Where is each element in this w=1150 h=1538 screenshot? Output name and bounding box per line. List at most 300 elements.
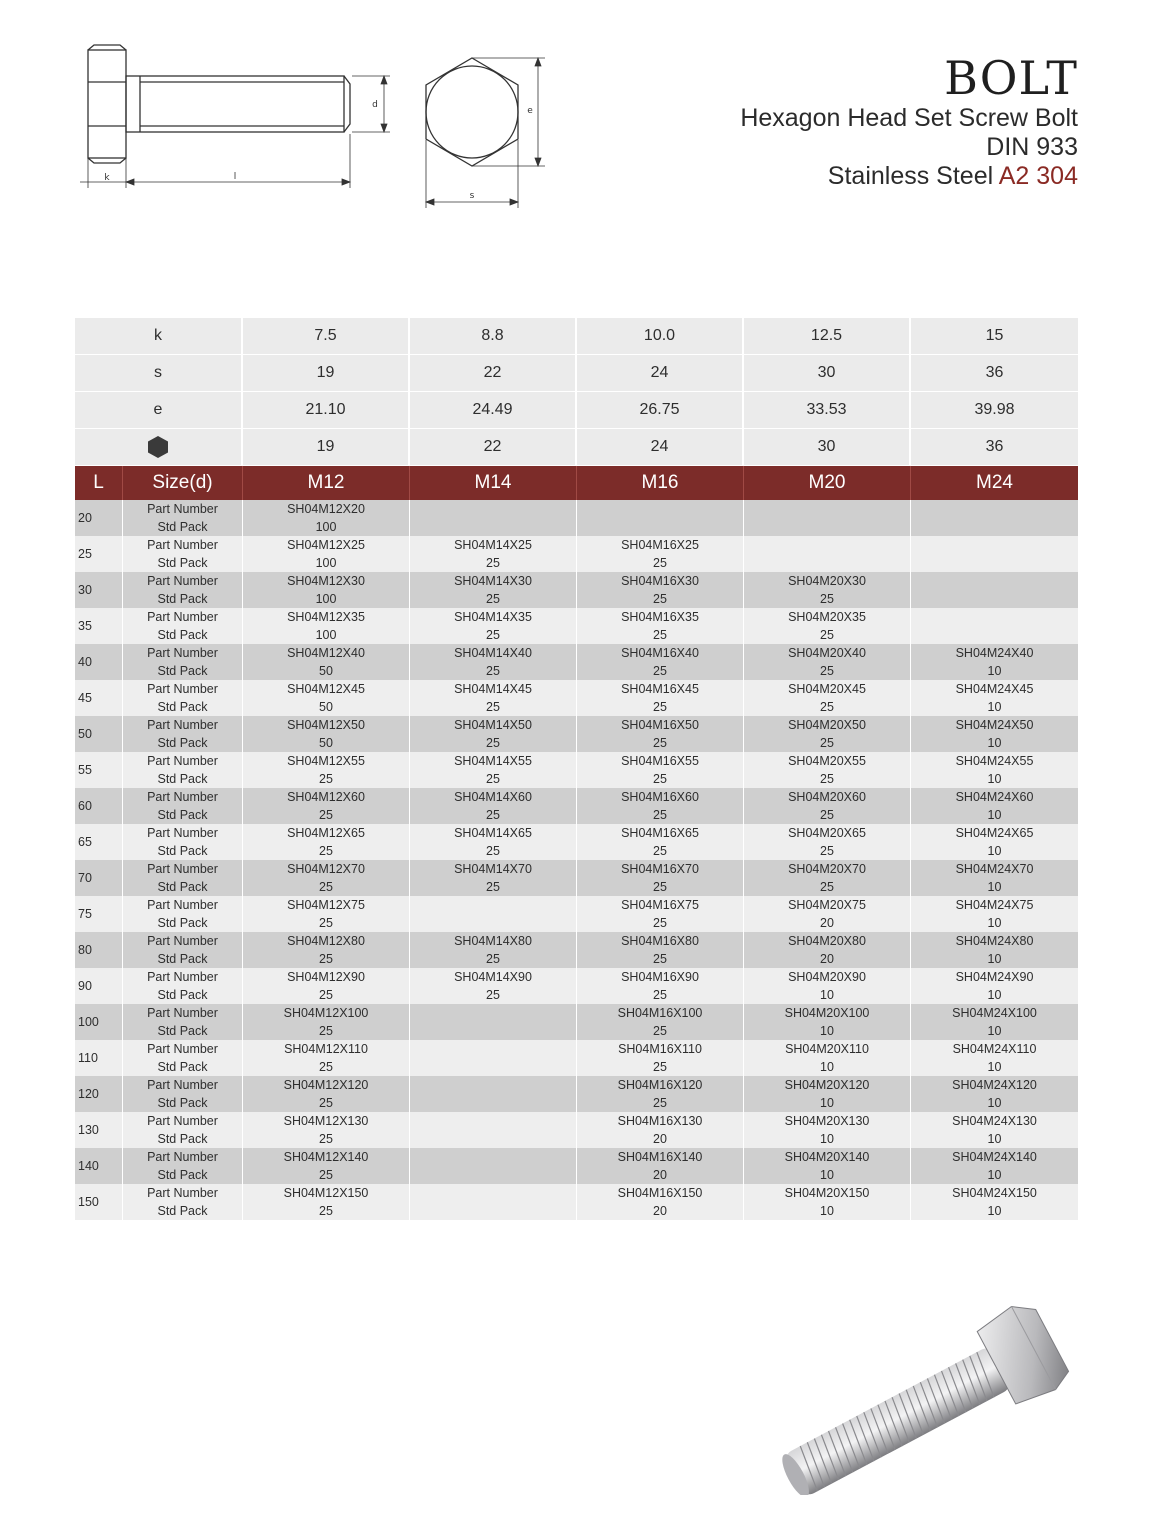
part-number-cell: SH04M12X150 — [243, 1184, 410, 1202]
std-pack-cell: 10 — [744, 1202, 911, 1220]
table-header-row — [75, 466, 1078, 500]
dim-row-k — [75, 318, 1078, 355]
part-number-cell: SH04M16X120 — [577, 1076, 744, 1094]
std-pack-cell: 100 — [243, 626, 410, 644]
table-row — [75, 626, 1078, 644]
d-label: d — [372, 100, 378, 110]
std-pack-cell: 50 — [243, 698, 410, 716]
part-number-cell: SH04M16X100 — [577, 1004, 744, 1022]
std-pack-cell: 25 — [577, 734, 744, 752]
part-number-cell: SH04M20X45 — [744, 680, 911, 698]
table-row — [75, 1004, 1078, 1022]
table-row — [75, 554, 1078, 572]
std-pack-cell: 10 — [911, 1130, 1078, 1148]
part-number-cell: SH04M20X130 — [744, 1112, 911, 1130]
std-pack-cell: 10 — [744, 986, 911, 1004]
part-number-label: Part Number — [123, 1184, 243, 1202]
part-number-cell: SH04M16X80 — [577, 932, 744, 950]
part-number-cell: SH04M20X40 — [744, 644, 911, 662]
part-number-cell: SH04M12X20 — [243, 500, 410, 518]
part-number-cell: SH04M12X120 — [243, 1076, 410, 1094]
part-number-label: Part Number — [123, 1112, 243, 1130]
std-pack-cell: 25 — [577, 770, 744, 788]
table-row — [75, 1040, 1078, 1058]
part-number-cell: SH04M14X55 — [410, 752, 577, 770]
part-number-cell: SH04M20X110 — [744, 1040, 911, 1058]
std-pack-cell: 25 — [243, 986, 410, 1004]
table-row — [75, 932, 1078, 950]
std-pack-cell — [744, 518, 911, 536]
part-number-label: Part Number — [123, 680, 243, 698]
dim-row-wrench — [75, 429, 1078, 466]
part-number-cell: SH04M14X40 — [410, 644, 577, 662]
std-pack-cell: 25 — [577, 842, 744, 860]
std-pack-cell: 50 — [243, 662, 410, 680]
table-row — [75, 662, 1078, 680]
part-number-cell: SH04M20X80 — [744, 932, 911, 950]
length-cell: 55 — [75, 752, 123, 788]
hex-wrench-icon — [146, 435, 170, 459]
dim-value: 7.5 — [243, 318, 410, 355]
std-pack-label: Std Pack — [123, 662, 243, 680]
std-pack-cell: 25 — [744, 806, 911, 824]
part-number-cell — [410, 1004, 577, 1022]
part-number-cell: SH04M24X140 — [911, 1148, 1078, 1166]
std-pack-cell: 20 — [577, 1166, 744, 1184]
table-row — [75, 842, 1078, 860]
std-pack-cell: 10 — [911, 878, 1078, 896]
std-pack-cell: 25 — [744, 662, 911, 680]
std-pack-cell: 25 — [577, 1094, 744, 1112]
std-pack-cell: 25 — [577, 1058, 744, 1076]
standard-code: DIN 933 — [986, 133, 1078, 161]
part-number-cell: SH04M20X90 — [744, 968, 911, 986]
product-name: Hexagon Head Set Screw Bolt — [740, 104, 1078, 132]
std-pack-cell: 10 — [911, 662, 1078, 680]
part-number-cell: SH04M12X110 — [243, 1040, 410, 1058]
part-number-cell: SH04M24X75 — [911, 896, 1078, 914]
page-title: BOLT — [944, 51, 1078, 105]
spec-table — [75, 318, 1078, 1220]
table-row — [75, 1112, 1078, 1130]
std-pack-cell: 25 — [744, 842, 911, 860]
material-prefix: Stainless Steel — [827, 162, 994, 190]
table-row — [75, 716, 1078, 734]
table-row — [75, 572, 1078, 590]
table-row — [75, 1022, 1078, 1040]
std-pack-cell: 50 — [243, 734, 410, 752]
part-number-cell: SH04M20X55 — [744, 752, 911, 770]
std-pack-label: Std Pack — [123, 554, 243, 572]
std-pack-cell: 25 — [243, 806, 410, 824]
std-pack-cell — [410, 1166, 577, 1184]
part-number-cell — [410, 1040, 577, 1058]
std-pack-cell — [911, 590, 1078, 608]
length-cell: 110 — [75, 1040, 123, 1076]
std-pack-cell — [410, 1094, 577, 1112]
part-number-cell: SH04M14X90 — [410, 968, 577, 986]
part-number-cell: SH04M16X35 — [577, 608, 744, 626]
std-pack-label: Std Pack — [123, 698, 243, 716]
std-pack-cell: 25 — [243, 842, 410, 860]
std-pack-cell: 25 — [577, 878, 744, 896]
part-number-cell: SH04M20X60 — [744, 788, 911, 806]
part-number-label: Part Number — [123, 896, 243, 914]
table-row — [75, 986, 1078, 1004]
part-number-cell — [410, 1112, 577, 1130]
dim-value: 24 — [577, 429, 744, 466]
part-number-cell: SH04M20X100 — [744, 1004, 911, 1022]
std-pack-cell: 25 — [577, 950, 744, 968]
header-size-col: M16 — [577, 466, 744, 500]
std-pack-cell: 25 — [243, 1022, 410, 1040]
length-cell: 75 — [75, 896, 123, 932]
dim-value: 33.53 — [744, 392, 911, 429]
part-number-cell: SH04M24X130 — [911, 1112, 1078, 1130]
dim-label — [75, 429, 243, 466]
table-row — [75, 950, 1078, 968]
part-number-cell: SH04M24X110 — [911, 1040, 1078, 1058]
std-pack-cell — [410, 518, 577, 536]
table-row — [75, 644, 1078, 662]
std-pack-cell: 25 — [744, 734, 911, 752]
std-pack-cell: 25 — [410, 662, 577, 680]
std-pack-label: Std Pack — [123, 914, 243, 932]
part-number-label: Part Number — [123, 500, 243, 518]
part-number-cell: SH04M20X120 — [744, 1076, 911, 1094]
part-number-cell: SH04M16X40 — [577, 644, 744, 662]
table-row — [75, 590, 1078, 608]
std-pack-cell: 25 — [577, 590, 744, 608]
table-row — [75, 824, 1078, 842]
part-number-cell: SH04M12X45 — [243, 680, 410, 698]
std-pack-cell: 25 — [577, 914, 744, 932]
std-pack-cell: 25 — [577, 662, 744, 680]
std-pack-cell: 25 — [577, 626, 744, 644]
std-pack-cell: 10 — [744, 1022, 911, 1040]
part-number-cell: SH04M14X65 — [410, 824, 577, 842]
length-cell: 25 — [75, 536, 123, 572]
part-number-cell: SH04M16X70 — [577, 860, 744, 878]
dim-value: 36 — [911, 429, 1078, 466]
part-number-cell: SH04M12X30 — [243, 572, 410, 590]
part-number-cell: SH04M24X65 — [911, 824, 1078, 842]
part-number-cell: SH04M12X40 — [243, 644, 410, 662]
part-number-label: Part Number — [123, 1148, 243, 1166]
part-number-cell — [577, 500, 744, 518]
part-number-cell: SH04M16X110 — [577, 1040, 744, 1058]
length-cell: 20 — [75, 500, 123, 536]
length-cell: 30 — [75, 572, 123, 608]
dim-value: 22 — [410, 355, 577, 392]
part-number-cell: SH04M16X60 — [577, 788, 744, 806]
std-pack-cell: 25 — [243, 1202, 410, 1220]
e-label: e — [527, 106, 533, 116]
part-number-cell: SH04M12X55 — [243, 752, 410, 770]
std-pack-cell — [410, 1202, 577, 1220]
std-pack-cell: 10 — [911, 1022, 1078, 1040]
part-number-cell — [410, 1184, 577, 1202]
part-number-cell: SH04M14X45 — [410, 680, 577, 698]
part-number-cell — [911, 536, 1078, 554]
material-line — [740, 162, 1078, 191]
std-pack-cell — [410, 1130, 577, 1148]
table-row — [75, 500, 1078, 518]
part-number-cell: SH04M14X30 — [410, 572, 577, 590]
std-pack-cell: 10 — [744, 1058, 911, 1076]
std-pack-cell — [911, 554, 1078, 572]
part-number-cell: SH04M12X80 — [243, 932, 410, 950]
page-header — [740, 52, 1078, 191]
part-number-cell: SH04M16X65 — [577, 824, 744, 842]
std-pack-cell: 20 — [577, 1202, 744, 1220]
dim-value: 8.8 — [410, 318, 577, 355]
std-pack-cell: 25 — [577, 1022, 744, 1040]
std-pack-cell: 25 — [410, 698, 577, 716]
part-number-cell: SH04M16X75 — [577, 896, 744, 914]
std-pack-cell: 25 — [243, 1130, 410, 1148]
part-number-cell: SH04M20X50 — [744, 716, 911, 734]
std-pack-cell: 25 — [410, 590, 577, 608]
std-pack-label: Std Pack — [123, 626, 243, 644]
dim-label: e — [75, 392, 243, 429]
table-row — [75, 770, 1078, 788]
dim-value: 12.5 — [744, 318, 911, 355]
std-pack-label: Std Pack — [123, 590, 243, 608]
std-pack-cell: 25 — [744, 770, 911, 788]
std-pack-cell: 100 — [243, 554, 410, 572]
part-number-cell: SH04M24X120 — [911, 1076, 1078, 1094]
part-number-cell: SH04M14X50 — [410, 716, 577, 734]
part-number-cell: SH04M16X90 — [577, 968, 744, 986]
std-pack-label: Std Pack — [123, 734, 243, 752]
dim-value: 21.10 — [243, 392, 410, 429]
std-pack-cell: 10 — [911, 950, 1078, 968]
part-number-cell — [744, 536, 911, 554]
length-cell: 60 — [75, 788, 123, 824]
std-pack-cell: 25 — [410, 950, 577, 968]
std-pack-cell: 25 — [410, 878, 577, 896]
std-pack-label: Std Pack — [123, 518, 243, 536]
dim-label: s — [75, 355, 243, 392]
std-pack-cell — [744, 554, 911, 572]
std-pack-cell: 25 — [577, 698, 744, 716]
dim-value: 24.49 — [410, 392, 577, 429]
std-pack-label: Std Pack — [123, 842, 243, 860]
std-pack-cell: 10 — [911, 1094, 1078, 1112]
dim-row-s — [75, 355, 1078, 392]
std-pack-cell: 25 — [744, 698, 911, 716]
part-number-cell — [744, 500, 911, 518]
l-label: l — [233, 172, 237, 182]
std-pack-cell: 25 — [744, 626, 911, 644]
table-row — [75, 806, 1078, 824]
part-number-label: Part Number — [123, 968, 243, 986]
part-number-cell: SH04M24X90 — [911, 968, 1078, 986]
std-pack-cell: 10 — [744, 1094, 911, 1112]
length-cell: 45 — [75, 680, 123, 716]
part-number-cell: SH04M12X60 — [243, 788, 410, 806]
std-pack-cell: 10 — [744, 1130, 911, 1148]
length-cell: 100 — [75, 1004, 123, 1040]
std-pack-cell: 25 — [243, 878, 410, 896]
std-pack-cell: 20 — [744, 914, 911, 932]
header-size: Size(d) — [123, 466, 243, 500]
length-cell: 130 — [75, 1112, 123, 1148]
std-pack-cell: 10 — [911, 806, 1078, 824]
part-number-cell: SH04M20X70 — [744, 860, 911, 878]
part-number-cell: SH04M24X55 — [911, 752, 1078, 770]
part-number-label: Part Number — [123, 1076, 243, 1094]
part-number-cell: SH04M16X30 — [577, 572, 744, 590]
part-number-cell: SH04M24X100 — [911, 1004, 1078, 1022]
part-number-cell: SH04M12X130 — [243, 1112, 410, 1130]
std-pack-cell: 25 — [243, 1058, 410, 1076]
std-pack-cell: 10 — [911, 734, 1078, 752]
bolt-photo — [755, 1295, 1085, 1495]
dim-value: 19 — [243, 355, 410, 392]
part-number-cell: SH04M24X40 — [911, 644, 1078, 662]
part-number-cell: SH04M12X25 — [243, 536, 410, 554]
part-number-cell: SH04M20X150 — [744, 1184, 911, 1202]
std-pack-cell — [577, 518, 744, 536]
table-row — [75, 1076, 1078, 1094]
part-number-cell — [410, 500, 577, 518]
s-label: s — [469, 191, 475, 201]
part-number-cell: SH04M12X140 — [243, 1148, 410, 1166]
k-label: k — [104, 173, 110, 183]
part-number-cell — [911, 500, 1078, 518]
std-pack-cell: 25 — [243, 770, 410, 788]
length-cell: 65 — [75, 824, 123, 860]
std-pack-label: Std Pack — [123, 806, 243, 824]
length-cell: 140 — [75, 1148, 123, 1184]
part-number-label: Part Number — [123, 1004, 243, 1022]
part-number-label: Part Number — [123, 932, 243, 950]
std-pack-label: Std Pack — [123, 1058, 243, 1076]
std-pack-label: Std Pack — [123, 1022, 243, 1040]
std-pack-cell: 10 — [911, 770, 1078, 788]
std-pack-cell: 10 — [911, 698, 1078, 716]
part-number-cell: SH04M24X45 — [911, 680, 1078, 698]
std-pack-cell: 10 — [911, 1166, 1078, 1184]
part-number-cell — [410, 896, 577, 914]
part-number-cell: SH04M24X80 — [911, 932, 1078, 950]
std-pack-cell: 25 — [410, 806, 577, 824]
std-pack-cell: 10 — [911, 1202, 1078, 1220]
part-number-cell: SH04M24X150 — [911, 1184, 1078, 1202]
table-row — [75, 1130, 1078, 1148]
part-number-cell: SH04M14X25 — [410, 536, 577, 554]
table-row — [75, 914, 1078, 932]
std-pack-cell: 10 — [744, 1166, 911, 1184]
length-cell: 80 — [75, 932, 123, 968]
part-number-cell: SH04M12X65 — [243, 824, 410, 842]
std-pack-label: Std Pack — [123, 878, 243, 896]
std-pack-cell: 100 — [243, 518, 410, 536]
std-pack-cell: 25 — [577, 554, 744, 572]
table-row — [75, 536, 1078, 554]
table-row — [75, 896, 1078, 914]
length-cell: 120 — [75, 1076, 123, 1112]
std-pack-cell: 25 — [410, 842, 577, 860]
table-row — [75, 788, 1078, 806]
part-number-cell: SH04M20X30 — [744, 572, 911, 590]
part-number-label: Part Number — [123, 644, 243, 662]
dim-row-e — [75, 392, 1078, 429]
length-cell: 35 — [75, 608, 123, 644]
part-number-cell — [410, 1076, 577, 1094]
part-number-label: Part Number — [123, 788, 243, 806]
part-number-label: Part Number — [123, 608, 243, 626]
header-size-col: M12 — [243, 466, 410, 500]
bolt-technical-drawing — [80, 40, 560, 220]
std-pack-cell — [911, 626, 1078, 644]
part-number-cell — [911, 608, 1078, 626]
part-number-cell: SH04M12X50 — [243, 716, 410, 734]
std-pack-cell: 25 — [410, 770, 577, 788]
std-pack-cell: 25 — [744, 878, 911, 896]
std-pack-cell: 25 — [410, 986, 577, 1004]
length-cell: 70 — [75, 860, 123, 896]
part-number-label: Part Number — [123, 824, 243, 842]
table-row — [75, 860, 1078, 878]
table-row — [75, 608, 1078, 626]
std-pack-cell: 25 — [410, 734, 577, 752]
std-pack-label: Std Pack — [123, 986, 243, 1004]
std-pack-cell: 10 — [911, 842, 1078, 860]
dim-value: 19 — [243, 429, 410, 466]
part-number-cell: SH04M12X35 — [243, 608, 410, 626]
part-number-cell: SH04M16X45 — [577, 680, 744, 698]
header-size-col: M24 — [911, 466, 1078, 500]
table-row — [75, 968, 1078, 986]
table-row — [75, 1166, 1078, 1184]
part-number-cell: SH04M12X100 — [243, 1004, 410, 1022]
std-pack-label: Std Pack — [123, 1130, 243, 1148]
part-number-cell: SH04M12X90 — [243, 968, 410, 986]
table-row — [75, 1184, 1078, 1202]
table-row — [75, 518, 1078, 536]
part-number-cell: SH04M16X150 — [577, 1184, 744, 1202]
std-pack-cell — [410, 1058, 577, 1076]
part-number-cell: SH04M16X130 — [577, 1112, 744, 1130]
table-row — [75, 878, 1078, 896]
std-pack-label: Std Pack — [123, 1166, 243, 1184]
table-row — [75, 734, 1078, 752]
part-number-cell: SH04M20X75 — [744, 896, 911, 914]
std-pack-cell: 25 — [577, 986, 744, 1004]
std-pack-cell: 20 — [577, 1130, 744, 1148]
length-cell: 50 — [75, 716, 123, 752]
part-number-cell: SH04M14X70 — [410, 860, 577, 878]
part-number-cell — [911, 572, 1078, 590]
part-number-cell: SH04M16X50 — [577, 716, 744, 734]
std-pack-cell: 25 — [243, 914, 410, 932]
dim-value: 30 — [744, 355, 911, 392]
part-number-cell: SH04M24X60 — [911, 788, 1078, 806]
part-number-cell: SH04M12X70 — [243, 860, 410, 878]
std-pack-label: Std Pack — [123, 770, 243, 788]
table-row — [75, 1058, 1078, 1076]
dim-value: 15 — [911, 318, 1078, 355]
part-number-cell: SH04M24X70 — [911, 860, 1078, 878]
std-pack-cell: 10 — [911, 986, 1078, 1004]
std-pack-cell: 100 — [243, 590, 410, 608]
part-number-cell: SH04M14X60 — [410, 788, 577, 806]
header-size-col: M20 — [744, 466, 911, 500]
part-number-cell: SH04M14X80 — [410, 932, 577, 950]
